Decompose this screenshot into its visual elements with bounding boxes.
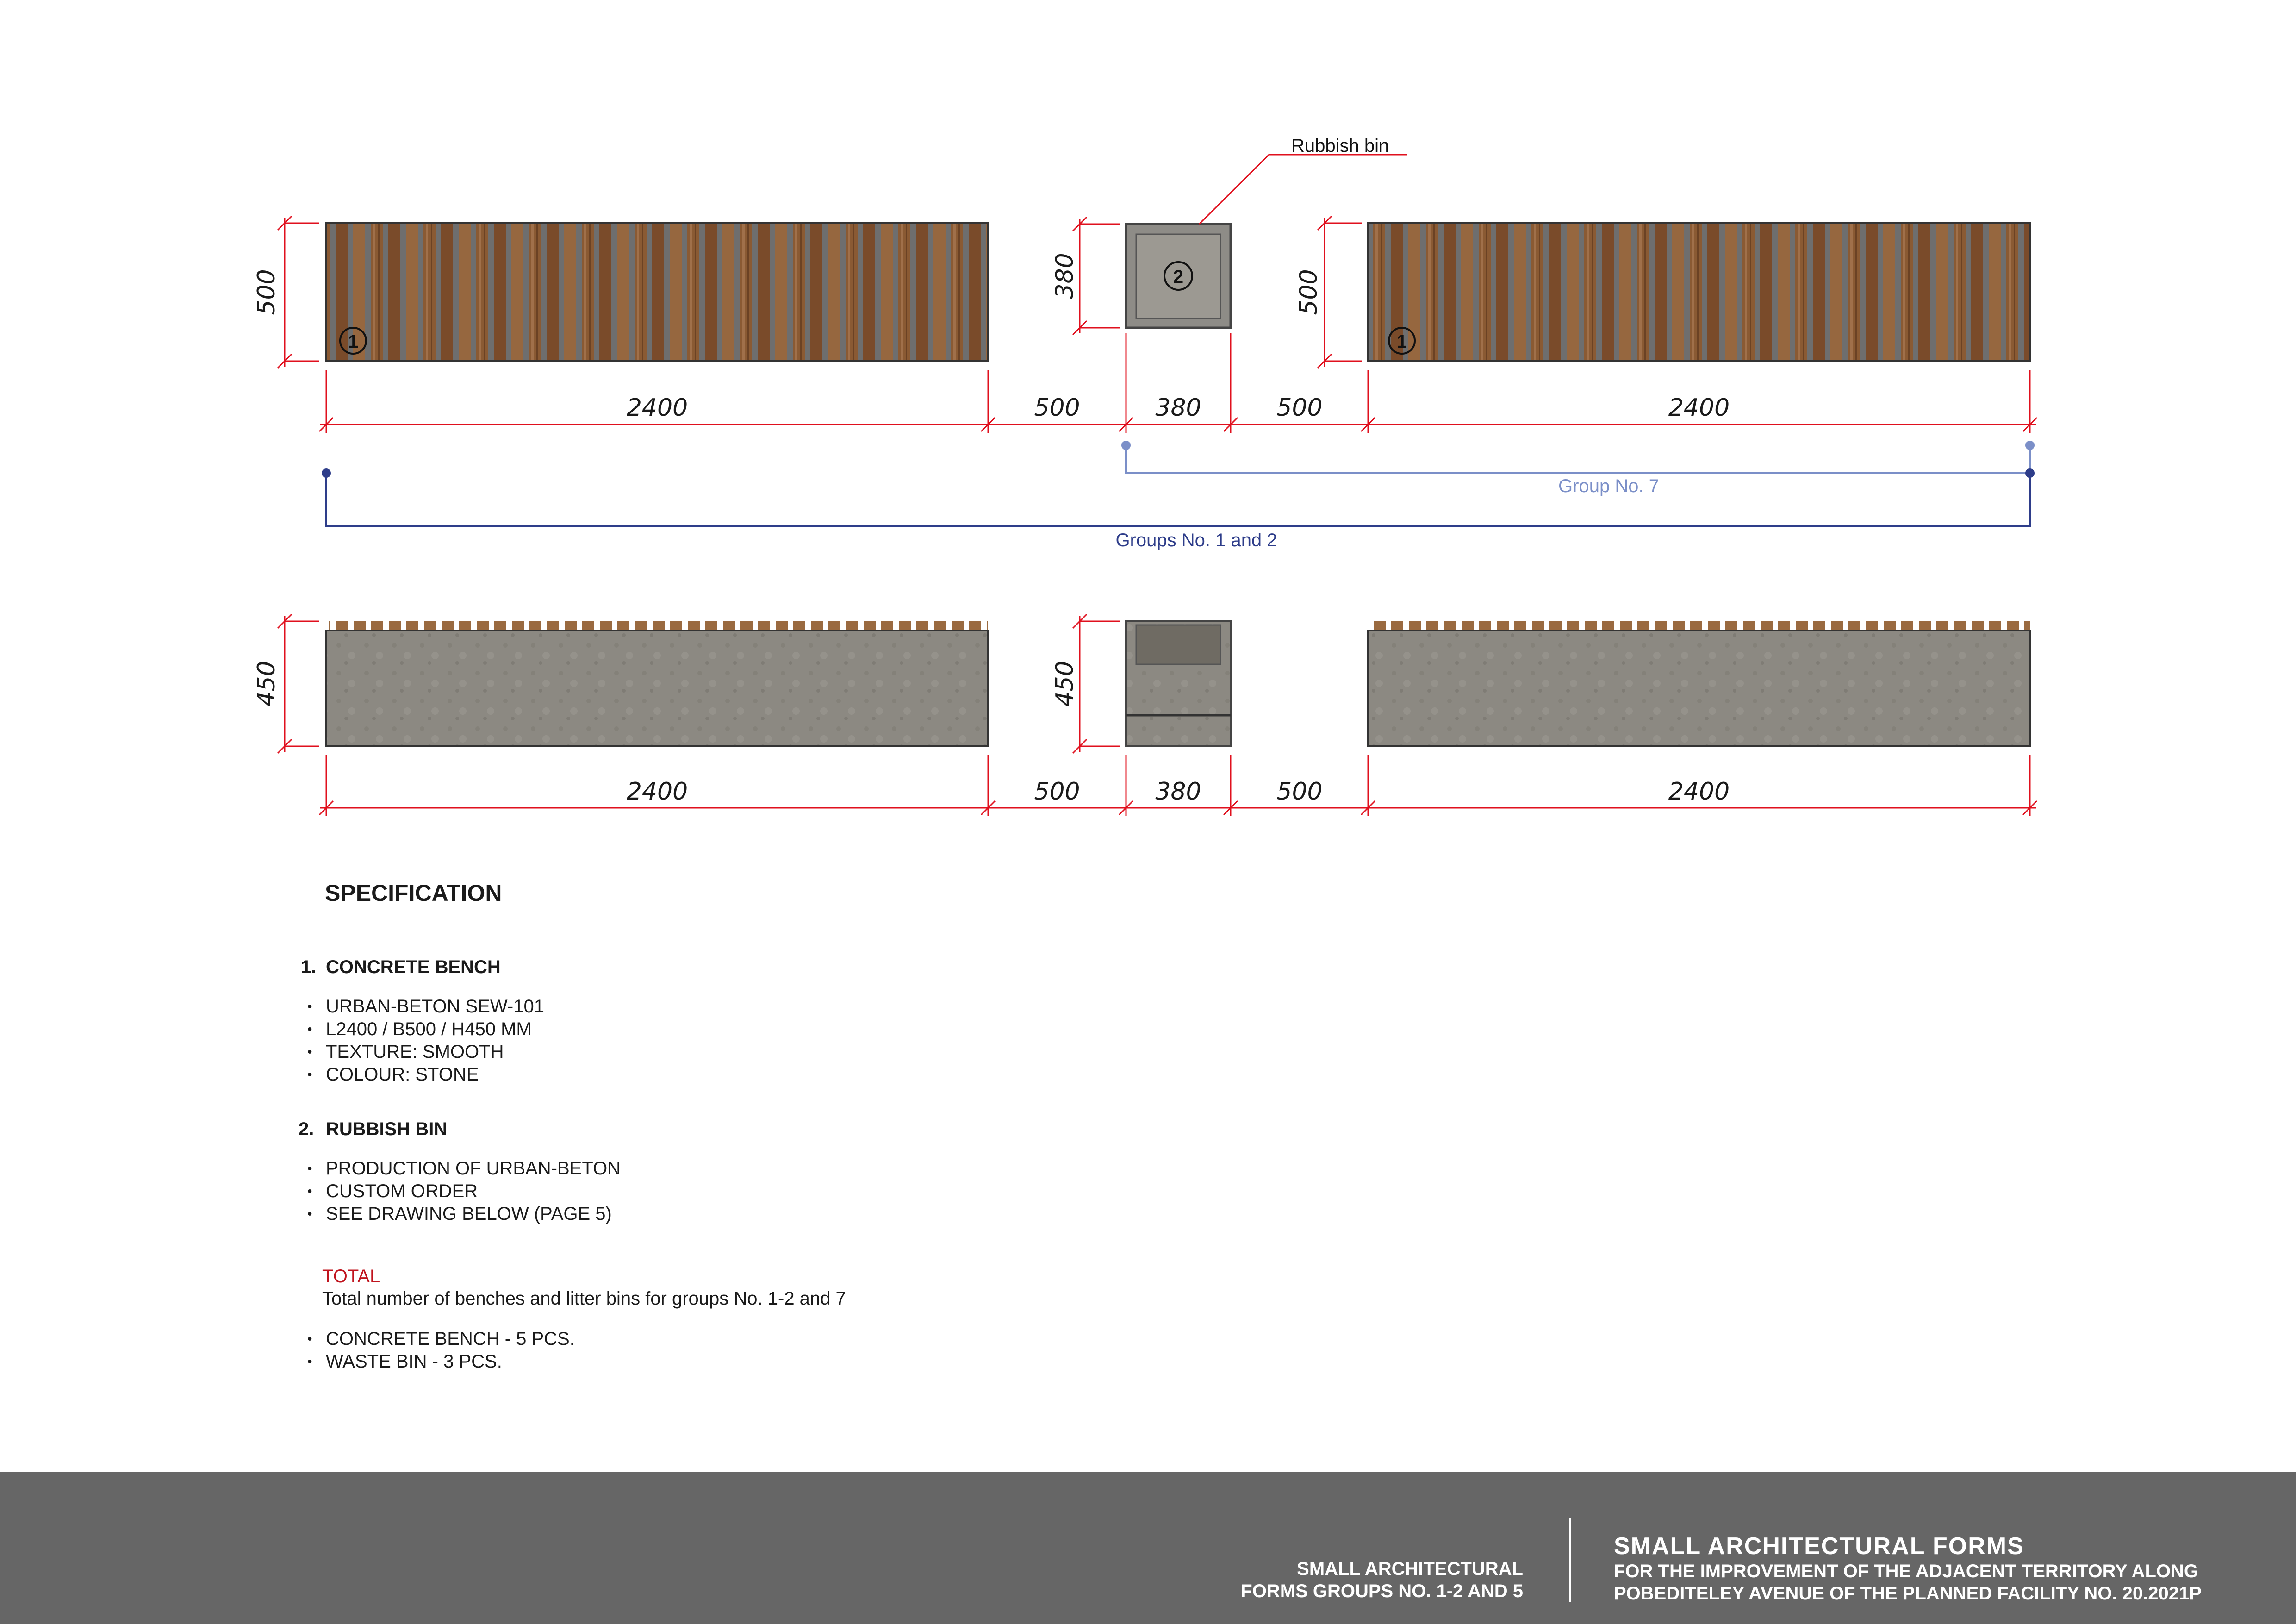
total-label: TOTAL (322, 1266, 380, 1287)
dimension-text: 450 (1051, 661, 1079, 707)
rubbish-bin-list (305, 1157, 621, 1225)
dimension-text: 500 (1295, 269, 1323, 315)
dimension-plan-bench-depth-left (278, 216, 319, 368)
list-item: • L2400 / B500 / H450 MM (305, 1018, 544, 1041)
dimension-text: 500 (1034, 778, 1080, 806)
bin-elevation (1126, 621, 1231, 746)
footer-left-line: FORMS GROUPS NO. 1-2 AND 5 (1241, 1581, 1523, 1601)
dimension-text: 2400 (1668, 778, 1730, 806)
dimension-text: 2400 (626, 394, 688, 422)
list-item: • COLOUR: STONE (305, 1063, 544, 1086)
list-item: • CONCRETE BENCH - 5 PCS. (305, 1328, 575, 1350)
section-heading-concrete-bench: CONCRETE BENCH (326, 957, 501, 977)
footer-project-subtitle (1614, 1560, 2202, 1605)
section-number: 1. (301, 957, 317, 977)
bench-plan-right (1368, 223, 2030, 361)
bench-plan-left (326, 223, 988, 361)
rubbish-bin-callout (1199, 136, 1407, 224)
section-heading-rubbish-bin: RUBBISH BIN (326, 1119, 448, 1139)
footer-project-title: SMALL ARCHITECTURAL FORMS (1614, 1533, 2024, 1560)
dimension-plan-bin-depth (1073, 217, 1120, 335)
footer (0, 1472, 2296, 1624)
dimension-text: 450 (253, 661, 280, 707)
list-item: • TEXTURE: SMOOTH (305, 1041, 544, 1063)
dimension-text: 380 (1155, 394, 1201, 422)
dimension-text: 500 (253, 269, 280, 315)
dimension-text: 380 (1155, 778, 1201, 806)
list-item: • SEE DRAWING BELOW (PAGE 5) (305, 1203, 621, 1225)
specification-title: SPECIFICATION (325, 880, 502, 906)
dimension-text: 500 (1034, 394, 1080, 422)
list-item: • CUSTOM ORDER (305, 1180, 621, 1203)
list-item: • PRODUCTION OF URBAN-BETON (305, 1157, 621, 1180)
group-bracket-1-2 (322, 468, 2035, 550)
list-item: • WASTE BIN - 3 PCS. (305, 1350, 575, 1373)
footer-sheet-title (1241, 1558, 1523, 1602)
bench-elevation-right (1368, 621, 2030, 746)
marker-text: 2 (1173, 267, 1184, 287)
group-bracket-7 (1121, 441, 2035, 496)
dimension-text: 500 (1276, 394, 1323, 422)
dimension-text: 2400 (1668, 394, 1730, 422)
footer-subtitle-line: POBEDITELEY AVENUE OF THE PLANNED FACILITY NO. 20.2021P (1614, 1583, 2202, 1604)
total-list (305, 1328, 575, 1373)
bench-elevation-left (326, 621, 988, 746)
list-item: • URBAN-BETON SEW-101 (305, 995, 544, 1018)
footer-left-line: SMALL ARCHITECTURAL (1297, 1559, 1523, 1579)
marker-text: 1 (1396, 331, 1407, 352)
dimension-plan-bench-depth-right (1318, 216, 1362, 368)
footer-divider (1569, 1518, 1571, 1602)
dimension-elev-bench-height-left (278, 614, 319, 753)
dimension-text: 2400 (626, 778, 688, 806)
footer-subtitle-line: FOR THE IMPROVEMENT OF THE ADJACENT TERRITORY ALONG (1614, 1561, 2199, 1581)
group-label: Group No. 7 (1558, 476, 1659, 496)
section-number: 2. (299, 1119, 314, 1139)
concrete-bench-list (305, 995, 544, 1086)
marker-text: 1 (348, 331, 359, 352)
group-label: Groups No. 1 and 2 (1115, 530, 1277, 550)
dimension-text: 500 (1276, 778, 1323, 806)
dimension-text: 380 (1051, 253, 1079, 299)
dimension-elev-bin-height (1073, 614, 1120, 753)
total-description: Total number of benches and litter bins for groups No. 1-2 and 7 (322, 1288, 846, 1309)
callout-label: Rubbish bin (1291, 136, 1389, 156)
